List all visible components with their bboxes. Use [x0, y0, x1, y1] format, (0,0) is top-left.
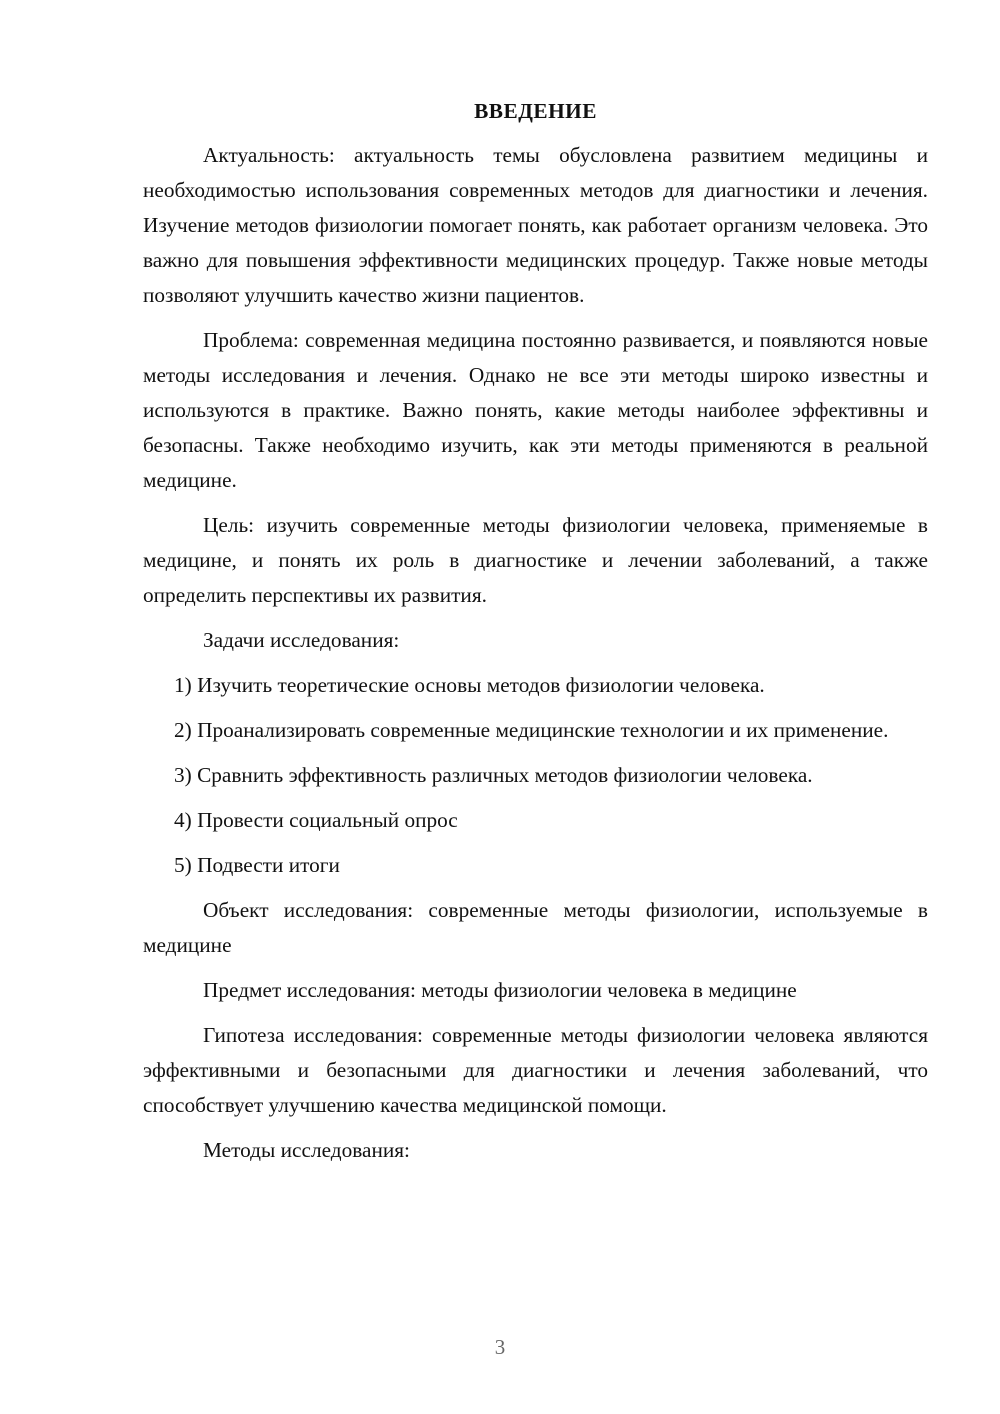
object-paragraph: Объект исследования: современные методы физиологии, используемые в медицине [143, 898, 928, 957]
task-item-2: 2) Проанализировать современные медицинские технологии и их применение. [174, 718, 889, 742]
task-item-3: 3) Сравнить эффективность различных методов физиологии человека. [174, 763, 813, 787]
section-heading: ВВЕДЕНИЕ [474, 99, 597, 123]
task-item-4: 4) Провести социальный опрос [174, 808, 458, 832]
hypothesis-paragraph: Гипотеза исследования: современные методы физиологии человека являются эффективными и безопасными для диагностики и лечения заболеваний, что способствует улучшению качества медицинской помощи. [143, 1023, 928, 1117]
page-number: 3 [494, 1335, 506, 1359]
task-item-1: 1) Изучить теоретические основы методов физиологии человека. [174, 673, 765, 697]
problem-paragraph: Проблема: современная медицина постоянно развивается, и появляются новые методы исследования и лечения. Однако не все эти методы широко известны и используются в практике. Важно понять, какие методы наиболее эффективны и безопасны. Также необходимо изучить, как эти методы применяются в реальной медицине. [143, 328, 928, 492]
goal-paragraph: Цель: изучить современные методы физиологии человека, применяемые в медицине, и понять их роль в диагностике и лечении заболеваний, а также определить перспективы их развития. [143, 513, 928, 607]
task-item-5: 5) Подвести итоги [174, 853, 340, 877]
page-content [143, 96, 928, 1178]
subject-paragraph: Предмет исследования: методы физиологии человека в медицине [203, 978, 797, 1002]
relevance-paragraph: Актуальность: актуальность темы обусловлена развитием медицины и необходимостью использования современных методов для диагностики и лечения. Изучение методов физиологии помогает понять, как работает организм человека. Это важно для повышения эффективности медицинских процедур. Также новые методы позволяют улучшить качество жизни пациентов. [143, 143, 928, 307]
methods-title: Методы исследования: [203, 1138, 410, 1162]
tasks-title: Задачи исследования: [203, 628, 400, 652]
